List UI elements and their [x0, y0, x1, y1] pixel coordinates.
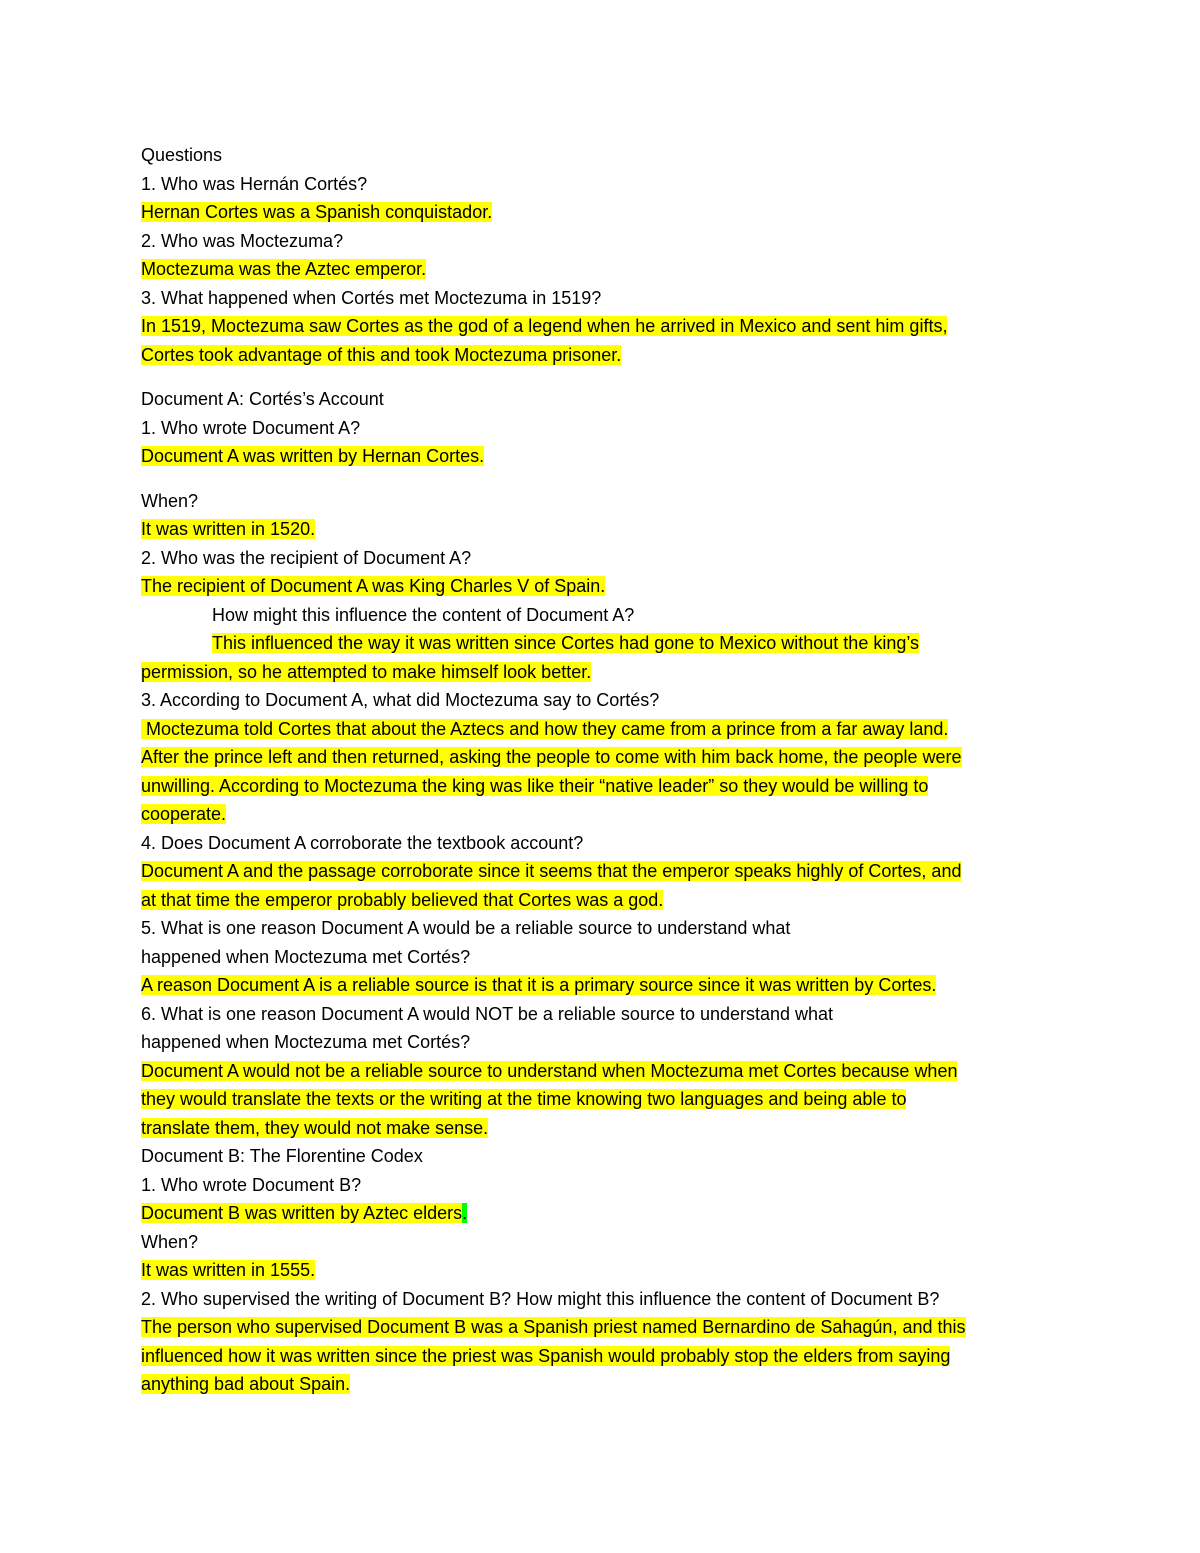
doc-b-answer-2-line-3: anything bad about Spain.	[141, 1374, 351, 1394]
doc-a-answer-4-line-2: at that time the emperor probably believed that Cortes was a god.	[141, 889, 664, 910]
doc-a-answer-1: Document A was written by Hernan Cortes.	[141, 446, 485, 466]
document-body	[141, 141, 1071, 1399]
answer-3-line-2: Cortes took advantage of this and took Moctezuma prisoner.	[141, 344, 622, 365]
doc-a-question-2: 2. Who was the recipient of Document A?	[141, 547, 472, 568]
doc-a-answer-3-line-2: After the prince left and then returned, asking the people to come with him back home, the people were	[141, 747, 962, 767]
doc-a-answer-3-line-4: cooperate.	[141, 804, 227, 824]
doc-a-answer-6-line-3: translate them, they would not make sense.	[141, 1117, 489, 1138]
document-a-heading: Document A: Cortés’s Account	[141, 389, 384, 409]
doc-b-answer-1-period: .	[462, 1203, 468, 1223]
document-b-heading: Document B: The Florentine Codex	[141, 1146, 423, 1166]
answer-3-line-1: In 1519, Moctezuma saw Cortes as the god of a legend when he arrived in Mexico and sent him gifts,	[141, 316, 948, 336]
doc-a-question-2b: How might this influence the content of Document A?	[212, 604, 635, 625]
doc-a-answer-6-line-1: Document A would not be a reliable source to understand when Moctezuma met Cortes because when	[141, 1060, 958, 1081]
doc-a-question-1: 1. Who wrote Document A?	[141, 417, 361, 438]
question-3: 3. What happened when Cortés met Moctezuma in 1519?	[141, 287, 602, 308]
doc-a-question-6-line-1: 6. What is one reason Document A would NOT be a reliable source to understand what	[141, 1003, 834, 1024]
doc-a-when-question: When?	[141, 490, 199, 511]
doc-a-answer-2b-line-1: This influenced the way it was written since Cortes had gone to Mexico without the king’s	[212, 633, 920, 653]
doc-b-answer-2-line-2: influenced how it was written since the priest was Spanish would probably stop the elders from saying	[141, 1345, 951, 1366]
questions-heading: Questions	[141, 145, 223, 165]
doc-a-answer-3-line-1: Moctezuma told Cortes that about the Aztecs and how they came from a prince from a far away land.	[141, 718, 949, 739]
doc-b-answer-2-line-1: The person who supervised Document B was a Spanish priest named Bernardino de Sahagún, and this	[141, 1317, 966, 1337]
doc-a-question-4: 4. Does Document A corroborate the textbook account?	[141, 832, 584, 853]
doc-a-when-answer: It was written in 1520.	[141, 519, 316, 539]
doc-a-answer-6-line-2: they would translate the texts or the writing at the time knowing two languages and being able to	[141, 1089, 907, 1109]
doc-b-question-2: 2. Who supervised the writing of Document B? How might this influence the content of Document B?	[141, 1288, 940, 1309]
answer-2: Moctezuma was the Aztec emperor.	[141, 259, 427, 279]
doc-a-question-3: 3. According to Document A, what did Moctezuma say to Cortés?	[141, 690, 660, 710]
doc-a-answer-5: A reason Document A is a reliable source is that it is a primary source since it was written by Cortes.	[141, 975, 937, 995]
doc-a-answer-2: The recipient of Document A was King Charles V of Spain.	[141, 576, 606, 596]
doc-a-question-6-line-2: happened when Moctezuma met Cortés?	[141, 1032, 471, 1052]
doc-a-answer-2b-line-2: permission, so he attempted to make himself look better.	[141, 661, 592, 682]
doc-b-answer-1: Document B was written by Aztec elders	[141, 1203, 463, 1223]
doc-b-question-1: 1. Who wrote Document B?	[141, 1174, 362, 1195]
question-1: 1. Who was Hernán Cortés?	[141, 173, 368, 194]
doc-a-answer-3-line-3: unwilling. According to Moctezuma the king was like their “native leader” so they would be willing to	[141, 775, 929, 796]
doc-a-question-5-line-1: 5. What is one reason Document A would be a reliable source to understand what	[141, 918, 791, 938]
doc-b-when-answer: It was written in 1555.	[141, 1260, 316, 1280]
doc-a-answer-4-line-1: Document A and the passage corroborate since it seems that the emperor speaks highly of Cortes, and	[141, 861, 962, 881]
doc-b-when-question: When?	[141, 1231, 199, 1252]
answer-1: Hernan Cortes was a Spanish conquistador.	[141, 202, 493, 222]
question-2: 2. Who was Moctezuma?	[141, 230, 344, 251]
doc-a-question-5-line-2: happened when Moctezuma met Cortés?	[141, 946, 471, 967]
